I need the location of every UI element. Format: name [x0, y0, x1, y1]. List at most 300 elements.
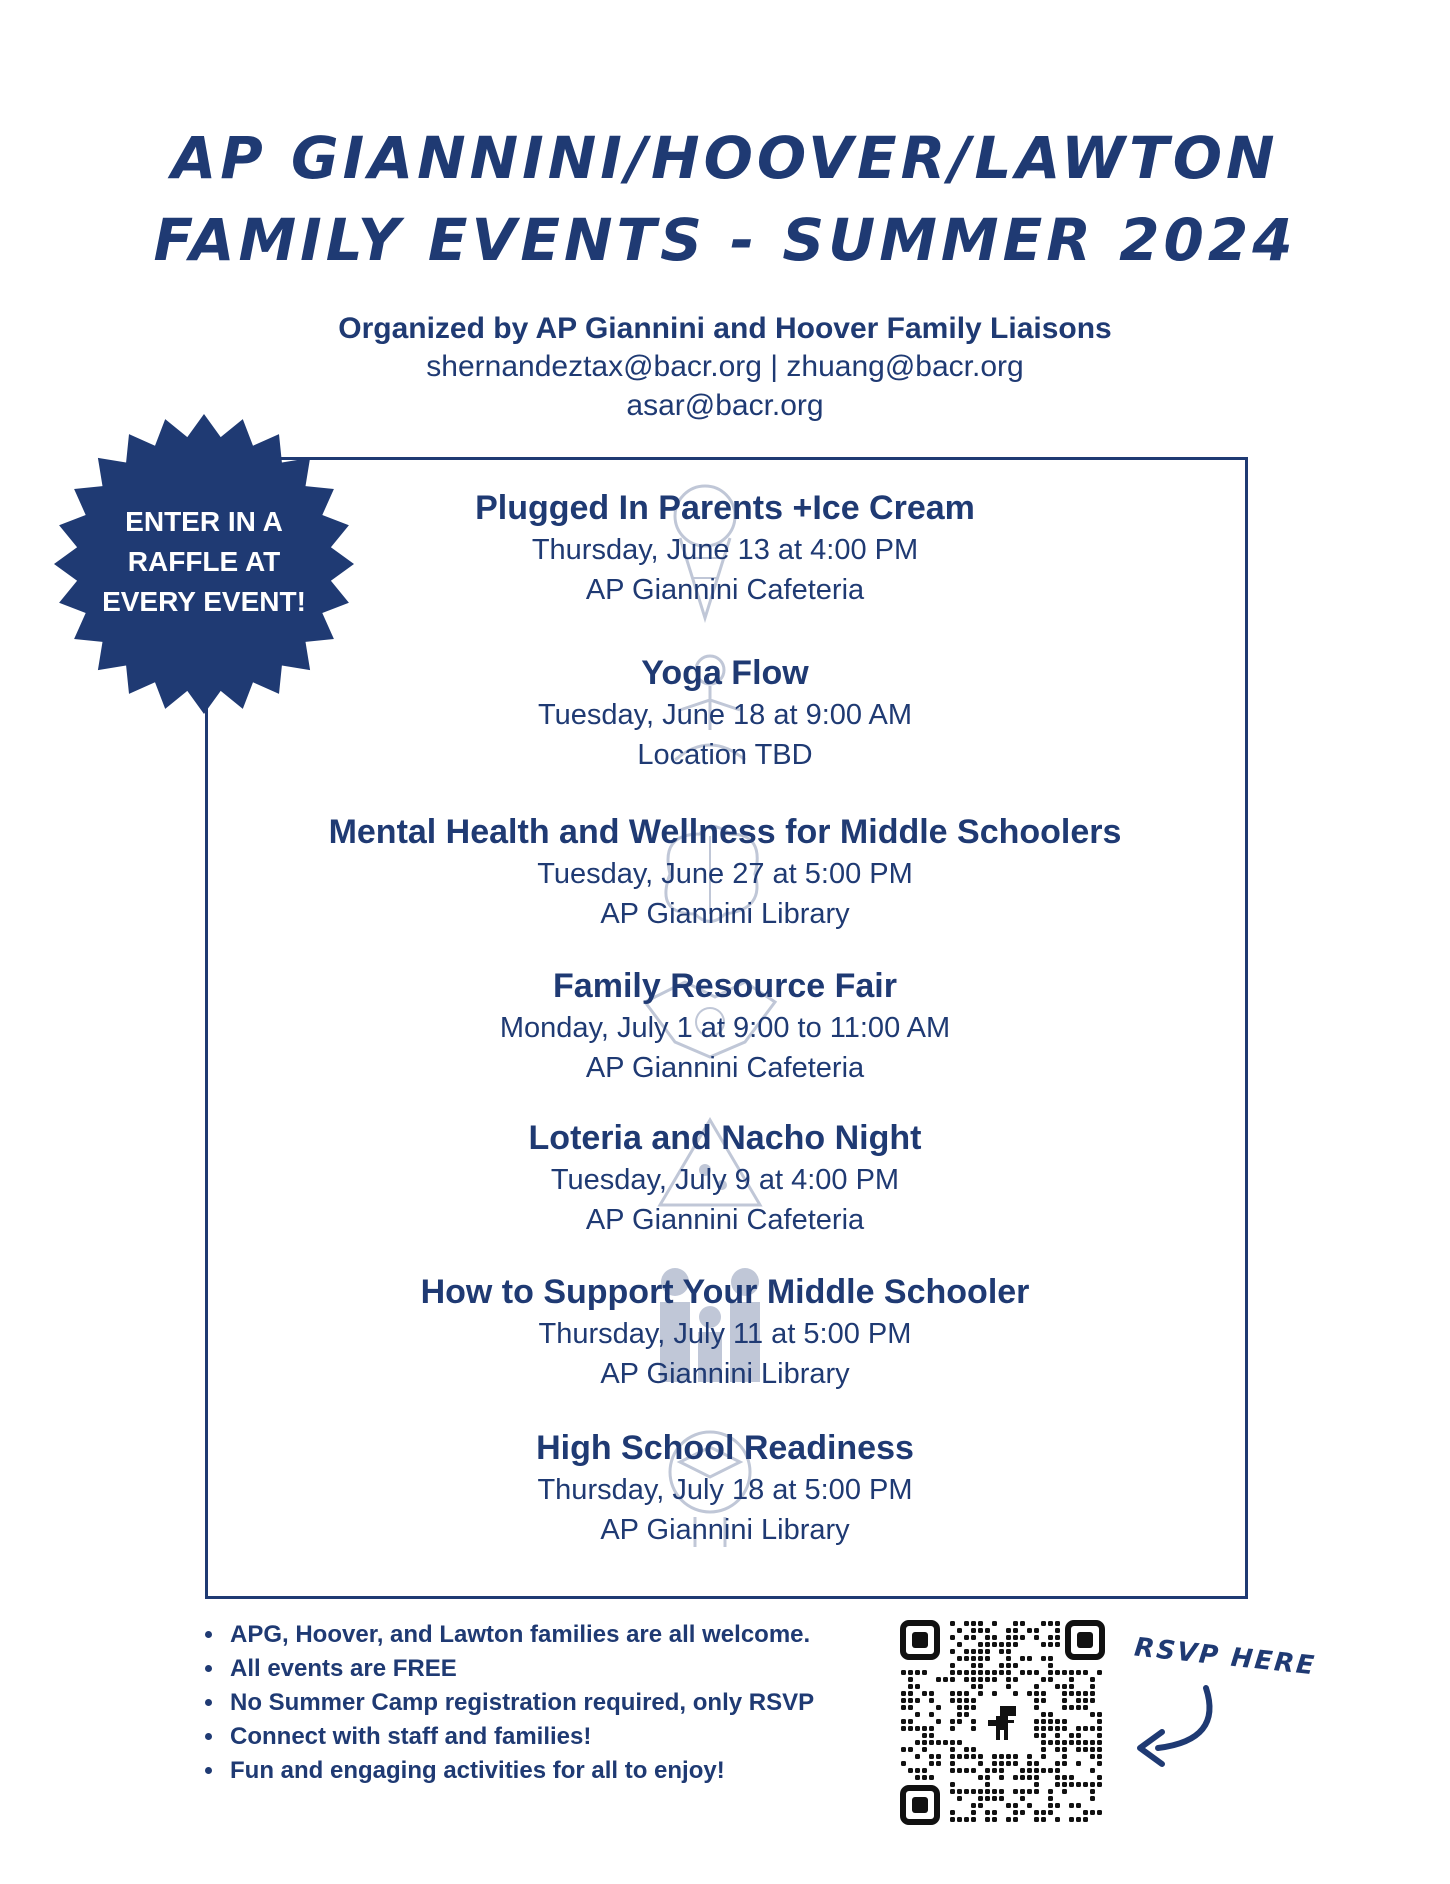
qr-module — [971, 1810, 976, 1815]
qr-module — [908, 1684, 913, 1689]
qr-module — [901, 1705, 906, 1710]
qr-module — [1006, 1663, 1011, 1668]
qr-module — [908, 1670, 913, 1675]
qr-module — [1027, 1768, 1032, 1773]
qr-module — [1097, 1670, 1102, 1675]
event-name: Yoga Flow — [641, 654, 809, 692]
qr-module — [1062, 1726, 1067, 1731]
qr-module — [999, 1670, 1004, 1675]
qr-module — [1090, 1677, 1095, 1682]
organizer-line: Organized by AP Giannini and Hoover Family Liaisons — [338, 312, 1112, 345]
qr-module — [1034, 1789, 1039, 1794]
qr-module — [901, 1726, 906, 1731]
qr-module — [978, 1691, 983, 1696]
qr-module — [957, 1740, 962, 1745]
qr-module — [985, 1656, 990, 1661]
qr-module — [929, 1712, 934, 1717]
qr-module — [908, 1691, 913, 1696]
qr-module — [1027, 1691, 1032, 1696]
qr-module — [1055, 1740, 1060, 1745]
qr-module — [992, 1635, 997, 1640]
qr-module — [915, 1726, 920, 1731]
qr-module — [985, 1775, 990, 1780]
qr-module — [992, 1817, 997, 1822]
qr-module — [978, 1754, 983, 1759]
qr-module — [929, 1691, 934, 1696]
qr-module — [1055, 1726, 1060, 1731]
event-date: Thursday, July 11 at 5:00 PM — [538, 1318, 912, 1350]
qr-module — [950, 1810, 955, 1815]
qr-module — [1090, 1698, 1095, 1703]
qr-module — [1041, 1712, 1046, 1717]
qr-module — [985, 1810, 990, 1815]
qr-module — [1041, 1698, 1046, 1703]
qr-module — [1097, 1810, 1102, 1815]
qr-module — [1013, 1642, 1018, 1647]
qr-module — [929, 1754, 934, 1759]
qr-module — [1013, 1691, 1018, 1696]
qr-module — [1013, 1677, 1018, 1682]
qr-module — [971, 1705, 976, 1710]
qr-module — [971, 1684, 976, 1689]
qr-module — [971, 1789, 976, 1794]
rsvp-qr-code[interactable] — [900, 1620, 1105, 1825]
qr-module — [1034, 1810, 1039, 1815]
qr-module — [992, 1768, 997, 1773]
qr-module — [929, 1761, 934, 1766]
qr-module — [950, 1726, 955, 1731]
raffle-badge-text — [52, 502, 356, 622]
qr-module — [1006, 1628, 1011, 1633]
qr-module — [1083, 1782, 1088, 1787]
raffle-badge-line-3: EVERY EVENT! — [102, 586, 306, 617]
qr-module — [1090, 1684, 1095, 1689]
qr-module — [971, 1768, 976, 1773]
qr-module — [1055, 1621, 1060, 1626]
qr-module — [1027, 1803, 1032, 1808]
qr-module — [971, 1628, 976, 1633]
qr-module — [992, 1642, 997, 1647]
qr-module — [992, 1810, 997, 1815]
qr-module — [964, 1635, 969, 1640]
qr-module — [1006, 1803, 1011, 1808]
qr-module — [1027, 1789, 1032, 1794]
qr-module — [1034, 1670, 1039, 1675]
qr-module — [978, 1796, 983, 1801]
qr-module — [971, 1656, 976, 1661]
event-support-middle-schooler — [0, 1270, 1450, 1394]
qr-module — [1069, 1684, 1074, 1689]
qr-module — [957, 1789, 962, 1794]
qr-module — [950, 1621, 955, 1626]
qr-module — [971, 1649, 976, 1654]
qr-module — [978, 1670, 983, 1675]
qr-module — [950, 1768, 955, 1773]
qr-module — [1041, 1656, 1046, 1661]
qr-module — [1083, 1670, 1088, 1675]
qr-module — [964, 1698, 969, 1703]
qr-module — [1006, 1677, 1011, 1682]
qr-module — [1013, 1803, 1018, 1808]
qr-module — [978, 1775, 983, 1780]
qr-module — [992, 1691, 997, 1696]
qr-module — [999, 1775, 1004, 1780]
qr-module — [929, 1733, 934, 1738]
qr-module — [1034, 1705, 1039, 1710]
qr-module — [1069, 1817, 1074, 1822]
qr-module — [1048, 1656, 1053, 1661]
qr-module — [971, 1635, 976, 1640]
qr-module — [1097, 1782, 1102, 1787]
qr-module — [1034, 1782, 1039, 1787]
qr-module — [1097, 1719, 1102, 1724]
qr-module — [971, 1698, 976, 1703]
qr-module — [1062, 1740, 1067, 1745]
qr-module — [971, 1621, 976, 1626]
qr-module — [901, 1719, 906, 1724]
qr-module — [992, 1621, 997, 1626]
qr-module — [1041, 1747, 1046, 1752]
qr-module — [915, 1684, 920, 1689]
qr-module — [978, 1621, 983, 1626]
event-location: AP Giannini Library — [600, 1358, 850, 1390]
event-date: Monday, July 1 at 9:00 to 11:00 AM — [499, 1012, 951, 1044]
qr-module — [1013, 1789, 1018, 1794]
qr-module — [1062, 1789, 1067, 1794]
qr-module — [985, 1789, 990, 1794]
qr-module — [1034, 1628, 1039, 1633]
qr-module — [1062, 1754, 1067, 1759]
qr-module — [1090, 1691, 1095, 1696]
qr-module — [1041, 1691, 1046, 1696]
qr-module — [1013, 1810, 1018, 1815]
qr-module — [1076, 1670, 1081, 1675]
qr-module — [1097, 1740, 1102, 1745]
qr-module — [1020, 1810, 1025, 1815]
bullet-item: • No Summer Camp registration required, only RSVP — [226, 1686, 814, 1720]
qr-module — [1034, 1719, 1039, 1724]
qr-module — [964, 1754, 969, 1759]
qr-module — [1048, 1635, 1053, 1640]
qr-module — [971, 1726, 976, 1731]
qr-module — [1062, 1670, 1067, 1675]
qr-module — [964, 1712, 969, 1717]
qr-module — [1006, 1642, 1011, 1647]
event-name: Loteria and Nacho Night — [528, 1119, 922, 1157]
qr-module — [964, 1656, 969, 1661]
qr-module — [957, 1656, 962, 1661]
qr-module — [985, 1782, 990, 1787]
qr-module — [957, 1754, 962, 1759]
qr-module — [922, 1670, 927, 1675]
qr-module — [992, 1677, 997, 1682]
qr-module — [1034, 1684, 1039, 1689]
qr-module — [1097, 1712, 1102, 1717]
qr-module — [915, 1775, 920, 1780]
qr-module — [1090, 1810, 1095, 1815]
qr-module — [915, 1768, 920, 1773]
qr-module — [1027, 1775, 1032, 1780]
qr-module — [971, 1803, 976, 1808]
qr-module — [1062, 1761, 1067, 1766]
qr-module — [1076, 1705, 1081, 1710]
qr-module — [1069, 1691, 1074, 1696]
qr-module — [1062, 1782, 1067, 1787]
qr-module — [1048, 1796, 1053, 1801]
qr-module — [1034, 1775, 1039, 1780]
qr-module — [1020, 1670, 1025, 1675]
qr-module — [929, 1775, 934, 1780]
qr-module — [950, 1691, 955, 1696]
event-name: Family Resource Fair — [553, 967, 897, 1005]
qr-module — [1013, 1761, 1018, 1766]
qr-module — [978, 1684, 983, 1689]
qr-module — [1083, 1726, 1088, 1731]
qr-module — [1062, 1684, 1067, 1689]
qr-module — [936, 1719, 941, 1724]
qr-module — [1048, 1719, 1053, 1724]
qr-module — [1041, 1642, 1046, 1647]
event-location: AP Giannini Cafeteria — [585, 1052, 865, 1084]
qr-module — [1055, 1635, 1060, 1640]
qr-module — [1090, 1740, 1095, 1745]
qr-module — [908, 1726, 913, 1731]
qr-module — [1062, 1698, 1067, 1703]
qr-module — [1013, 1628, 1018, 1633]
qr-module — [978, 1789, 983, 1794]
qr-module — [1020, 1621, 1025, 1626]
qr-module — [957, 1670, 962, 1675]
flyer-title-line-2: FAMILY EVENTS - SUMMER 2024 — [153, 206, 1297, 274]
qr-module — [978, 1628, 983, 1633]
qr-module — [1083, 1747, 1088, 1752]
qr-module — [1027, 1754, 1032, 1759]
event-date: Thursday, July 18 at 5:00 PM — [537, 1474, 913, 1506]
qr-module — [1069, 1670, 1074, 1675]
qr-module — [1041, 1740, 1046, 1745]
qr-module — [1090, 1789, 1095, 1794]
qr-module — [1090, 1712, 1095, 1717]
qr-module — [908, 1719, 913, 1724]
qr-module — [908, 1705, 913, 1710]
qr-module — [908, 1677, 913, 1682]
event-loteria-nacho-night — [0, 1116, 1450, 1240]
qr-module — [1006, 1754, 1011, 1759]
qr-module — [1055, 1761, 1060, 1766]
qr-module — [999, 1768, 1004, 1773]
qr-module — [1069, 1677, 1074, 1682]
qr-module — [922, 1726, 927, 1731]
event-location: Location TBD — [637, 739, 813, 771]
qr-module — [1083, 1817, 1088, 1822]
qr-module — [999, 1796, 1004, 1801]
qr-module — [1048, 1768, 1053, 1773]
bullet-item: • Connect with staff and families! — [226, 1720, 814, 1754]
event-location: AP Giannini Library — [600, 898, 850, 930]
qr-module — [901, 1747, 906, 1752]
qr-module — [1048, 1670, 1053, 1675]
bullet-item: • All events are FREE — [226, 1652, 814, 1686]
qr-module — [957, 1796, 962, 1801]
qr-module — [985, 1677, 990, 1682]
event-date: Thursday, June 13 at 4:00 PM — [531, 534, 919, 566]
qr-module — [908, 1747, 913, 1752]
qr-module — [1027, 1670, 1032, 1675]
qr-module — [936, 1754, 941, 1759]
qr-module — [1097, 1726, 1102, 1731]
qr-module — [1048, 1803, 1053, 1808]
qr-module — [922, 1740, 927, 1745]
qr-module — [1048, 1740, 1053, 1745]
qr-module — [1055, 1642, 1060, 1647]
qr-module — [964, 1691, 969, 1696]
qr-module — [950, 1817, 955, 1822]
qr-module — [1041, 1754, 1046, 1759]
qr-module — [1055, 1628, 1060, 1633]
qr-module — [1013, 1621, 1018, 1626]
qr-module — [901, 1761, 906, 1766]
event-date: Tuesday, June 27 at 5:00 PM — [537, 858, 913, 890]
qr-module — [985, 1628, 990, 1633]
qr-module — [1055, 1782, 1060, 1787]
qr-module — [964, 1768, 969, 1773]
qr-module — [999, 1642, 1004, 1647]
qr-module — [964, 1677, 969, 1682]
qr-module — [908, 1698, 913, 1703]
event-location: AP Giannini Cafeteria — [585, 1204, 865, 1236]
qr-module — [1006, 1761, 1011, 1766]
qr-module — [1076, 1733, 1081, 1738]
qr-module — [950, 1635, 955, 1640]
qr-module — [936, 1677, 941, 1682]
qr-module — [1006, 1656, 1011, 1661]
contact-emails-line-1[interactable]: shernandeztax@bacr.org | zhuang@bacr.org — [426, 350, 1024, 383]
qr-module — [964, 1649, 969, 1654]
qr-module — [1076, 1747, 1081, 1752]
qr-module — [922, 1691, 927, 1696]
qr-module — [1062, 1775, 1067, 1780]
qr-module — [1034, 1726, 1039, 1731]
qr-module — [1006, 1649, 1011, 1654]
qr-module — [971, 1747, 976, 1752]
qr-module — [1083, 1691, 1088, 1696]
qr-module — [908, 1768, 913, 1773]
flyer-title-line-1: AP GIANNINI/HOOVER/LAWTON — [171, 124, 1279, 192]
qr-module — [999, 1789, 1004, 1794]
event-mental-health — [0, 810, 1450, 934]
qr-module — [1048, 1621, 1053, 1626]
qr-module — [950, 1761, 955, 1766]
qr-module — [964, 1621, 969, 1626]
qr-module — [1041, 1810, 1046, 1815]
qr-module — [964, 1789, 969, 1794]
qr-module — [1062, 1705, 1067, 1710]
qr-module — [1027, 1761, 1032, 1766]
qr-module — [929, 1726, 934, 1731]
qr-module — [936, 1705, 941, 1710]
event-high-school-readiness — [0, 1426, 1450, 1550]
qr-module — [978, 1656, 983, 1661]
qr-module — [978, 1803, 983, 1808]
qr-module — [957, 1642, 962, 1647]
qr-module — [1069, 1803, 1074, 1808]
qr-module — [971, 1754, 976, 1759]
qr-module — [1055, 1768, 1060, 1773]
qr-module — [1090, 1747, 1095, 1752]
qr-module — [950, 1663, 955, 1668]
qr-module — [1097, 1754, 1102, 1759]
bullet-item: • Fun and engaging activities for all to enjoy! — [226, 1754, 814, 1788]
qr-module — [1041, 1768, 1046, 1773]
qr-module — [1041, 1677, 1046, 1682]
qr-module — [1076, 1803, 1081, 1808]
qr-module — [964, 1747, 969, 1752]
qr-module — [950, 1677, 955, 1682]
qr-module — [992, 1761, 997, 1766]
bullet-item: • APG, Hoover, and Lawton families are all welcome. — [226, 1618, 814, 1652]
event-location: AP Giannini Cafeteria — [585, 574, 865, 606]
qr-module — [985, 1670, 990, 1675]
qr-module — [1013, 1754, 1018, 1759]
qr-module — [1013, 1775, 1018, 1780]
qr-module — [964, 1670, 969, 1675]
qr-module — [1048, 1663, 1053, 1668]
qr-module — [1020, 1789, 1025, 1794]
qr-module — [1048, 1810, 1053, 1815]
qr-module — [1055, 1747, 1060, 1752]
qr-module — [1027, 1656, 1032, 1661]
qr-module — [922, 1733, 927, 1738]
qr-module — [1055, 1775, 1060, 1780]
qr-module — [915, 1670, 920, 1675]
raffle-badge-line-2: RAFFLE AT — [127, 546, 281, 577]
qr-module — [1034, 1691, 1039, 1696]
qr-module — [978, 1663, 983, 1668]
qr-module — [950, 1747, 955, 1752]
contact-emails-line-2[interactable]: asar@bacr.org — [626, 389, 824, 422]
qr-module — [1097, 1775, 1102, 1780]
info-bullet-list — [200, 1618, 814, 1788]
qr-module — [985, 1642, 990, 1647]
qr-module — [957, 1719, 962, 1724]
qr-module — [1013, 1635, 1018, 1640]
qr-module — [1034, 1698, 1039, 1703]
qr-module — [1055, 1817, 1060, 1822]
qr-module — [950, 1740, 955, 1745]
qr-module — [971, 1663, 976, 1668]
qr-module — [992, 1670, 997, 1675]
qr-module — [1006, 1684, 1011, 1689]
qr-module — [1062, 1719, 1067, 1724]
qr-module — [950, 1649, 955, 1654]
qr-module — [936, 1761, 941, 1766]
qr-module — [957, 1698, 962, 1703]
qr-module — [1076, 1761, 1081, 1766]
qr-module — [1076, 1817, 1081, 1822]
qr-module — [1020, 1775, 1025, 1780]
qr-module — [985, 1649, 990, 1654]
qr-module — [950, 1670, 955, 1675]
qr-module — [915, 1754, 920, 1759]
qr-module — [1083, 1810, 1088, 1815]
qr-module — [985, 1635, 990, 1640]
qr-module — [1048, 1712, 1053, 1717]
qr-module — [1006, 1670, 1011, 1675]
qr-module — [964, 1817, 969, 1822]
qr-module — [922, 1768, 927, 1773]
qr-module — [943, 1740, 948, 1745]
event-name: High School Readiness — [536, 1429, 914, 1467]
